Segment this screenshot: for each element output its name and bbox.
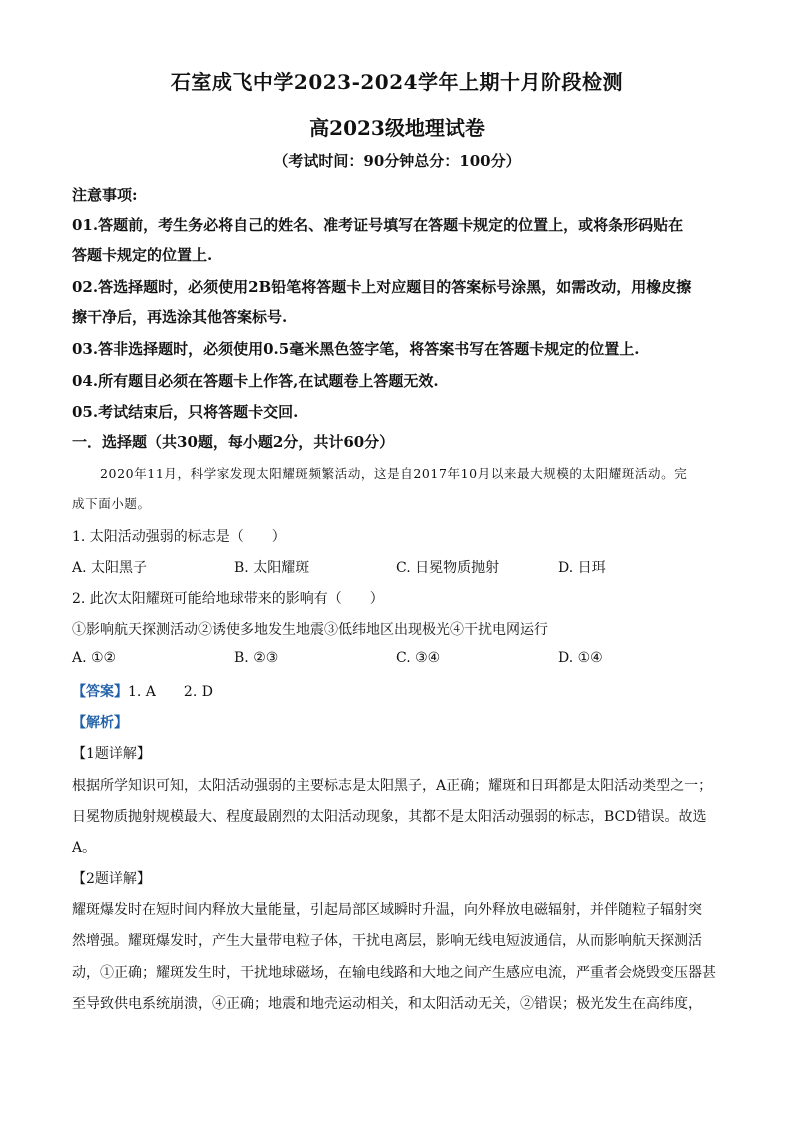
question-1-option-c: C. 日冕物质抛射 bbox=[396, 560, 500, 576]
section-heading: 一．选择题（共30题，每小题2分，共计60分） bbox=[72, 433, 395, 451]
note-03: 03.答非选择题时，必须使用0.5毫米黑色签字笔，将答案书写在答题卡规定的位置上. bbox=[72, 340, 640, 358]
question-1-option-b: B. 太阳耀斑 bbox=[234, 560, 310, 576]
detail-2-heading: 【2题详解】 bbox=[72, 871, 151, 887]
note-04: 04.所有题目必须在答题卡上作答,在试题卷上答题无效. bbox=[72, 372, 439, 390]
intro-line2: 成下面小题。 bbox=[72, 496, 151, 511]
note-02-line1: 02.答选择题时，必须使用2B铅笔将答题卡上对应题目的答案标号涂黑，如需改动，用橡皮擦 bbox=[72, 278, 692, 296]
question-2-option-d: D. ①④ bbox=[558, 650, 603, 666]
question-1-option-d: D. 日珥 bbox=[558, 560, 606, 576]
analysis-line bbox=[72, 712, 732, 732]
question-2-items: ①影响航天探测活动②诱使多地发生地震③低纬地区出现极光④干扰电网运行 bbox=[72, 622, 548, 638]
note-01-line2: 答题卡规定的位置上. bbox=[72, 246, 213, 264]
detail-1-line2: 日冕物质抛射规模最大、程度最剧烈的太阳活动现象，其都不是太阳活动强弱的标志，BCD错误。故选 bbox=[72, 809, 707, 825]
answer-line bbox=[72, 681, 732, 701]
detail-1-line3: A。 bbox=[72, 840, 97, 856]
question-1-option-a: A. 太阳黑子 bbox=[72, 560, 148, 576]
detail-1-heading: 【1题详解】 bbox=[72, 746, 151, 762]
intro-line1: 2020年11月，科学家发现太阳耀斑频繁活动，这是自2017年10月以来最大规模的太阳耀斑活动。完 bbox=[100, 466, 688, 481]
detail-2-line3: 动，①正确；耀斑发生时，干扰地球磁场，在输电线路和大地之间产生感应电流，严重者会烧毁变压器甚 bbox=[72, 965, 716, 981]
answer-value: 1. A 2. D bbox=[128, 684, 213, 700]
question-2-stem: 2. 此次太阳耀斑可能给地球带来的影响有（ ） bbox=[72, 591, 384, 607]
notes-heading: 注意事项: bbox=[72, 186, 138, 204]
note-02-line2: 擦干净后，再选涂其他答案标号. bbox=[72, 308, 288, 326]
detail-2-line2: 然增强。耀斑爆发时，产生大量带电粒子体，干扰电离层，影响无线电短波通信，从而影响航天探测活 bbox=[72, 933, 702, 949]
question-1-stem: 1. 太阳活动强弱的标志是（ ） bbox=[72, 529, 286, 545]
question-2-option-c: C. ③④ bbox=[396, 650, 441, 666]
detail-2-line4: 至导致供电系统崩溃，④正确；地震和地壳运动相关，和太阳活动无关，②错误；极光发生在高纬度， bbox=[72, 996, 702, 1012]
question-2-option-b: B. ②③ bbox=[234, 650, 279, 666]
note-05: 05.考试结束后，只将答题卡交回. bbox=[72, 403, 299, 421]
note-01-line1: 01.答题前，考生务必将自己的姓名、准考证号填写在答题卡规定的位置上，或将条形码贴在 bbox=[72, 216, 684, 234]
exam-subtitle: 高2023级地理试卷 bbox=[309, 116, 485, 140]
detail-1-line1: 根据所学知识可知，太阳活动强弱的主要标志是太阳黑子，A正确；耀斑和日珥都是太阳活动类型之一； bbox=[72, 778, 713, 794]
analysis-tag: 【解析】 bbox=[72, 715, 128, 731]
answer-tag: 【答案】 bbox=[72, 684, 128, 700]
question-2-option-a: A. ①② bbox=[72, 650, 117, 666]
detail-2-line1: 耀斑爆发时在短时间内释放大量能量，引起局部区域瞬时升温，向外释放电磁辐射，并伴随粒子辐射突 bbox=[72, 902, 702, 918]
exam-time-info: （考试时间：90分钟总分：100分） bbox=[273, 152, 521, 170]
exam-title: 石室成飞中学2023-2024学年上期十月阶段检测 bbox=[170, 70, 624, 94]
